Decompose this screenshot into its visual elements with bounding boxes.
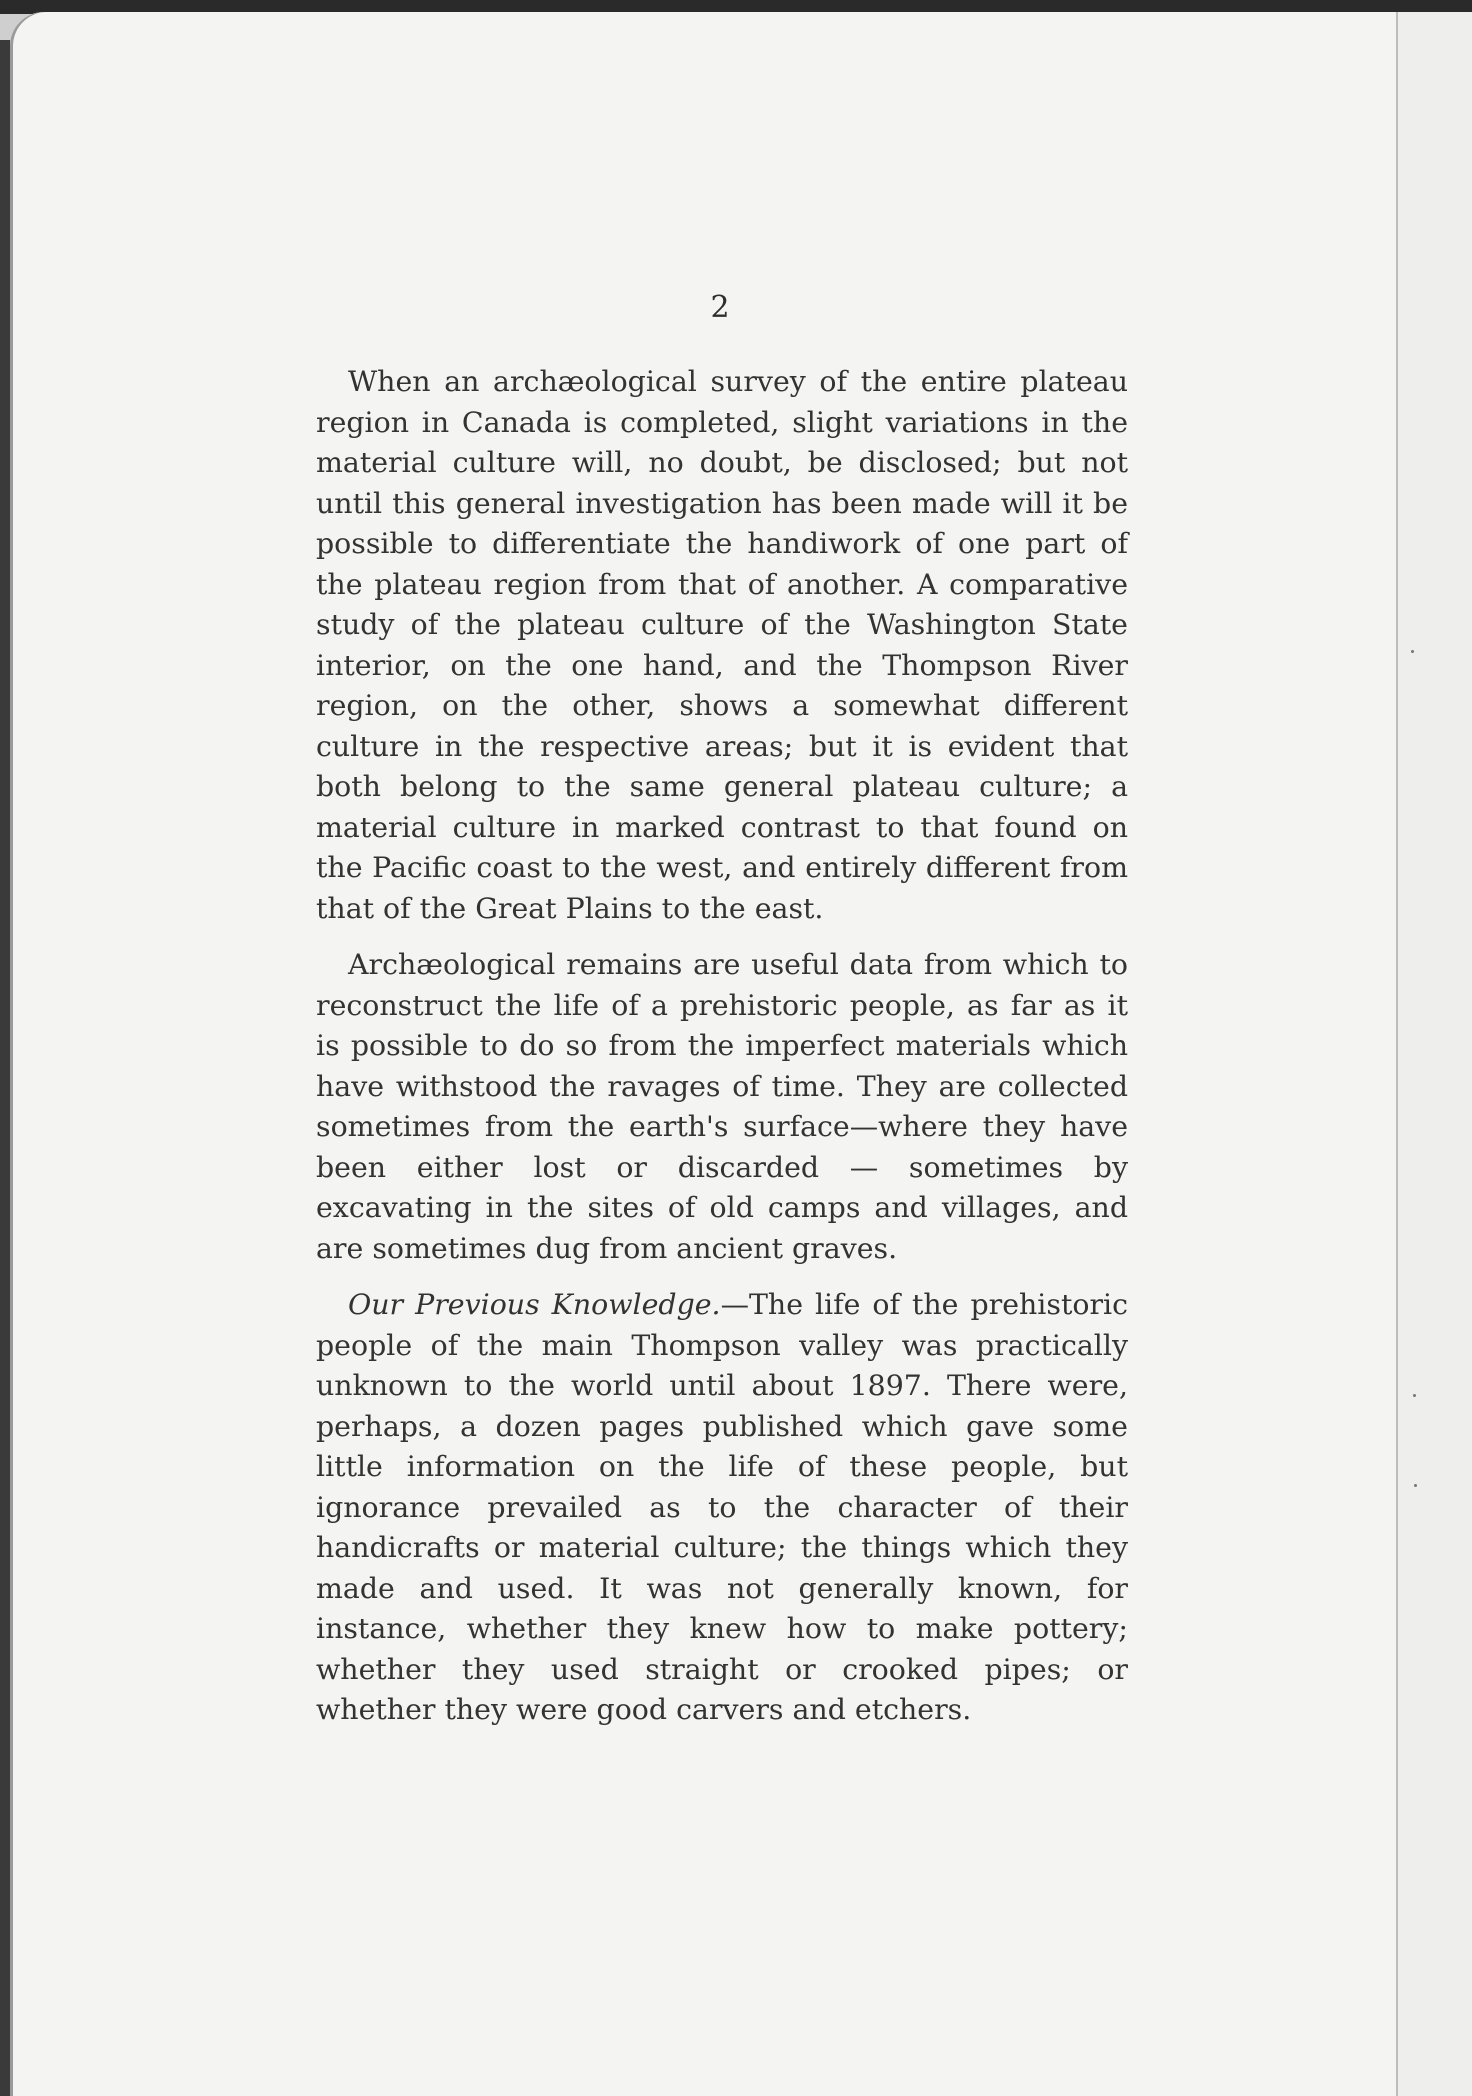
- paragraph-3-text: —The life of the prehistoric people of the main Thompson valley was practically unknown to the world until about 1897. There were, perhaps, a dozen pages published which gave some little information on the life of these people, but ignorance prevailed as to the character of their handicrafts or material culture; the things which they made and used. It was not generally known, for instance, whether they knew how to make pottery; whether they used straight or crooked pipes; or whether they were good carvers and etchers.: [316, 1288, 1128, 1726]
- paragraph-3: [316, 1285, 1128, 1731]
- scan-speck: [1413, 1394, 1416, 1397]
- body-text: [316, 362, 1128, 1747]
- binding-shadow: [0, 40, 10, 2096]
- paragraph-2: Archæological remains are useful data from which to reconstruct the life of a prehistoric people, as far as it is possible to do so from the imperfect materials which have withstood the ravages of time. They are collected sometimes from the earth's surface—where they have been either lost or discarded — sometimes by excavating in the sites of old camps and villages, and are sometimes dug from ancient graves.: [316, 948, 1128, 1265]
- section-heading: Our Previous Knowledge.: [348, 1288, 721, 1321]
- scan-speck: [1411, 650, 1414, 653]
- paragraph-1: When an archæological survey of the entire plateau region in Canada is completed, slight variations in the material culture will, no doubt, be disclosed; but not until this general investigation has been made will it be possible to differentiate the handiwork of one part of the plateau region from that of another. A comparative study of the plateau culture of the Washington State interior, on the one hand, and the Thompson River region, on the other, shows a somewhat different culture in the respective areas; but it is evident that both belong to the same general plateau culture; a material culture in marked contrast to that found on the Pacific coast to the west, and entirely different from that of the Great Plains to the east.: [316, 365, 1128, 925]
- scan-speck: [1414, 1484, 1417, 1487]
- page-number: 2: [710, 290, 730, 325]
